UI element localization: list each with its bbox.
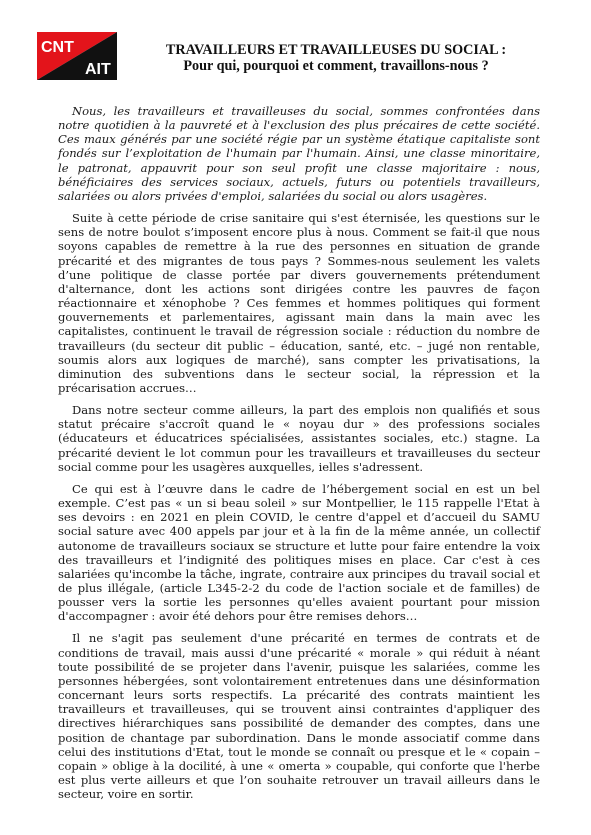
paragraph-crisis: Suite à cette période de crise sanitaire qui s'est éternisée, les questions sur le sens de notre boulot s’imposent encore plus à nous. Comment se fait-il que nous soyons capables de remettre à la rue des personnes en situation de grande précarité et des migrantes de tous pays ? Sommes-nous seulement les valets d’une politique de classe portée par divers gouvernements prétendument d'alternance, dont les actions sont dirigées contre les pauvres de façon réactionnaire et xénophobe ? Ces femmes et hommes politiques qui forment gouvernements et parlementaires, agissant main dans la main avec les capitalistes, continuent le travail de régression sociale : réduction du nombre de travailleurs (du secteur dit public – éducation, santé, etc. – jugé non rentable, soumis alors aux logiques de marché), sans compter les privatisations, la diminution des subventions dans le secteur social, la répression et la précarisation accrues… xyxy=(58,211,540,395)
paragraph-housing: Ce qui est à l’œuvre dans le cadre de l’hébergement social en est un bel exemple. C’est pas « un si beau soleil » sur Montpellier, le 115 rappelle l'Etat à ses devoirs : en 2021 en plein COVID, le centre d'appel et d’accueil du SAMU social sature avec 400 appels par jour et à la fin de la même année, un collectif autonome de travailleurs sociaux se structure et lutte pour faire entendre la voix des travailleurs et l’indignité des politiques mises en place. Car c'est à ces salariées qu'incombe la tâche, ingrate, contraire aux principes du travail social et de plus illégale, (article L345-2-2 du code de l'action sociale et de familles) de pousser vers la sortie les personnes qu'elles avaient pourtant pour mission d'accompagner : avoir été dehors pour être remises dehors… xyxy=(58,481,540,624)
paragraph-sector: Dans notre secteur comme ailleurs, la part des emplois non qualifiés et sous statut précaire s'accroît quand le « noyau dur » des professions sociales (éducateurs et éducatrices spécialisées, assistantes sociales, etc.) stagne. La précarité devient le lot commun pour les travailleurs et travailleuses du secteur social comme pour les usagères auxquelles, ielles s'adressent. xyxy=(58,403,540,474)
paragraph-moral-precarity: Il ne s'agit pas seulement d'une précarité en termes de contrats et de conditions de travail, mais aussi d'une précarité « morale » qui réduit à néant toute possibilité de se projeter dans l'avenir, puisque les salariées, comme les personnes hébergées, sont volontairement entretenues dans une désinformation concernant leurs sorts respectifs. La précarité des contrats maintient les travailleurs et travailleuses, qui se trouvent ainsi contraintes d'appliquer des directives hiérarchiques sans possibilité de demander des comptes, dans une position de chantage par subordination. Dans le monde associatif comme dans celui des institutions d'Etat, tout le monde se connaît ou presque et le « copain – copain » oblige à la docilité, à une « omerta » coupable, qui conforte que l'herbe est plus verte ailleurs et que l’on souhaite retrouver un travail ailleurs dans le secteur, voire en sortir. xyxy=(58,631,540,802)
cnt-ait-logo xyxy=(37,32,117,80)
title-line-1: TRAVAILLEURS ET TRAVAILLEUSES DU SOCIAL : xyxy=(165,42,507,58)
title-line-2: Pour qui, pourquoi et comment, travaillons-nous ? xyxy=(183,58,489,74)
intro-paragraph: Nous, les travailleurs et travailleuses du social, sommes confrontées dans notre quotidien à la pauvreté et à l'exclusion des plus précaires de cette société. Ces maux générés par une société régie par un système étatique capitaliste sont fondés sur l’exploitation de l'humain par l'humain. Ainsi, une classe minoritaire, le patronat, appauvrit pour son seul profit une classe majoritaire : nous, bénéficiaires des services sociaux, actuels, futurs ou potentiels travailleurs, salariées ou alors privées d'emploi, salariées du social ou alors usagères. xyxy=(58,104,540,203)
article-body xyxy=(58,104,540,809)
logo-graphic xyxy=(37,32,117,80)
logo-bottom-text: AIT xyxy=(85,61,111,78)
logo-top-text: CNT xyxy=(41,39,74,56)
page-title xyxy=(140,42,532,74)
